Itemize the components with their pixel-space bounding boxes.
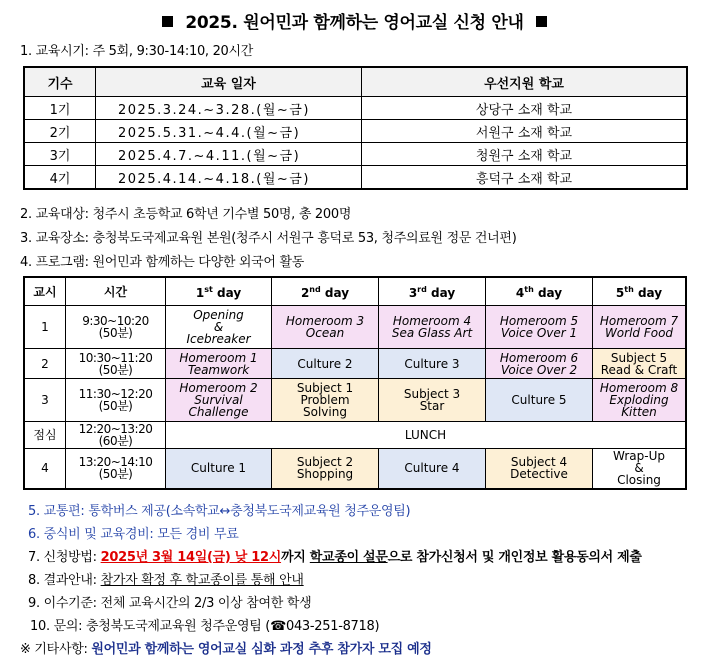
session-cell: Homeroom 5 Voice Over 1 (486, 306, 593, 349)
time-cell: 9:30~10:20 (50분) (66, 306, 166, 349)
period-cell: 3 (24, 379, 66, 422)
table-row (24, 143, 687, 166)
session-cell: Homeroom 6 Voice Over 2 (486, 349, 593, 379)
deadline-text: 2025년 3월 14일(금) 낮 12시 (100, 550, 282, 565)
page-title (0, 8, 709, 33)
date-cell: 2025.4.14.~4.18.(월~금) (96, 166, 362, 190)
date-cell: 2025.4.7.~4.11.(월~금) (96, 143, 362, 166)
method-link[interactable]: 학교종이 설문 (309, 550, 388, 565)
lunch-row (24, 422, 686, 449)
header-day-4: 4th day (486, 277, 593, 306)
table-row (24, 166, 687, 190)
header-day-2: 2nd day (272, 277, 379, 306)
header-day-3: 3rd day (379, 277, 486, 306)
session-cell: Opening & Icebreaker (166, 306, 272, 349)
period-cell: 점심 (24, 422, 66, 449)
header-day-5: 5th day (593, 277, 687, 306)
header-day-1: 1st day (166, 277, 272, 306)
item-location: 3. 교육장소: 충청북도국제교육원 본원(청주시 서원구 흥덕로 53, 청주의료원 정문 건너편) (20, 231, 517, 246)
session-cell: Homeroom 7 World Food (593, 306, 687, 349)
period-cell: 4 (24, 449, 66, 489)
program-header-row (24, 277, 686, 306)
header-time: 시간 (66, 277, 166, 306)
time-cell: 10:30~11:20 (50분) (66, 349, 166, 379)
school-cell: 흥덕구 소재 학교 (362, 166, 688, 190)
header-date: 교육 일자 (96, 67, 362, 97)
school-cell: 상당구 소재 학교 (362, 97, 688, 120)
square-bullet-icon (162, 16, 173, 27)
item-apply: 7. 신청방법: 2025년 3월 14일(금) 낮 12시까지 학교종이 설문으로 참가신청서 및 개인정보 활용동의서 제출 (28, 550, 642, 565)
school-cell: 서원구 소재 학교 (362, 120, 688, 143)
item-note: ※ 기타사항: 원어민과 함께하는 영어교실 심화 과정 추후 참가자 모집 예정 (20, 642, 432, 657)
term-cell: 4기 (24, 166, 96, 190)
session-cell: Wrap-Up & Closing (593, 449, 687, 489)
session-cell: Subject 3 Star (379, 379, 486, 422)
item-transport: 5. 교통편: 통학버스 제공(소속학교↔충청북도국제교육원 청주운영팀) (28, 504, 411, 519)
item-completion: 9. 이수기준: 전체 교육시간의 2/3 이상 참여한 학생 (28, 596, 312, 611)
item-program: 4. 프로그램: 원어민과 함께하는 다양한 외국어 활동 (20, 255, 305, 270)
item-cost: 6. 중식비 및 교육경비: 모든 경비 무료 (28, 527, 239, 542)
item-target: 2. 교육대상: 청주시 초등학교 6학년 기수별 50명, 총 200명 (20, 207, 352, 222)
title-text: 2025. 원어민과 함께하는 영어교실 신청 안내 (185, 13, 524, 33)
time-cell: 11:30~12:20 (50분) (66, 379, 166, 422)
term-cell: 2기 (24, 120, 96, 143)
session-cell: Homeroom 1 Teamwork (166, 349, 272, 379)
lunch-cell: LUNCH (166, 422, 687, 449)
session-cell: Homeroom 4 Sea Glass Art (379, 306, 486, 349)
period-cell: 1 (24, 306, 66, 349)
session-cell: Homeroom 3 Ocean (272, 306, 379, 349)
period-cell: 2 (24, 349, 66, 379)
item-result: 8. 결과안내: 참가자 확정 후 학교종이를 통해 안내 (28, 573, 304, 588)
session-cell: Subject 4 Detective (486, 449, 593, 489)
header-period: 교시 (24, 277, 66, 306)
square-bullet-icon (536, 16, 547, 27)
session-cell: Subject 5 Read & Craft (593, 349, 687, 379)
header-term: 기수 (24, 67, 96, 97)
header-school: 우선지원 학교 (362, 67, 688, 97)
school-cell: 청원구 소재 학교 (362, 143, 688, 166)
table-row (24, 120, 687, 143)
table-header-row (24, 67, 687, 97)
table-row (24, 97, 687, 120)
program-row (24, 449, 686, 489)
session-cell: Culture 1 (166, 449, 272, 489)
session-cell: Culture 5 (486, 379, 593, 422)
program-row (24, 379, 686, 422)
time-cell: 12:20~13:20 (60분) (66, 422, 166, 449)
program-row (24, 349, 686, 379)
session-cell: Homeroom 8 Exploding Kitten (593, 379, 687, 422)
session-cell: Culture 4 (379, 449, 486, 489)
item-contact: 10. 문의: 충청북도국제교육원 청주운영팀 (☎043-251-8718) (30, 619, 380, 634)
session-cell: Subject 2 Shopping (272, 449, 379, 489)
term-table (23, 66, 688, 190)
term-cell: 1기 (24, 97, 96, 120)
program-row (24, 306, 686, 349)
date-cell: 2025.3.24.~3.28.(월~금) (96, 97, 362, 120)
session-cell: Subject 1 Problem Solving (272, 379, 379, 422)
session-cell: Culture 2 (272, 349, 379, 379)
date-cell: 2025.5.31.~4.4.(월~금) (96, 120, 362, 143)
time-cell: 13:20~14:10 (50분) (66, 449, 166, 489)
program-table (23, 276, 687, 490)
term-cell: 3기 (24, 143, 96, 166)
item-schedule: 1. 교육시기: 주 5회, 9:30-14:10, 20시간 (20, 44, 254, 59)
session-cell: Culture 3 (379, 349, 486, 379)
session-cell: Homeroom 2 Survival Challenge (166, 379, 272, 422)
